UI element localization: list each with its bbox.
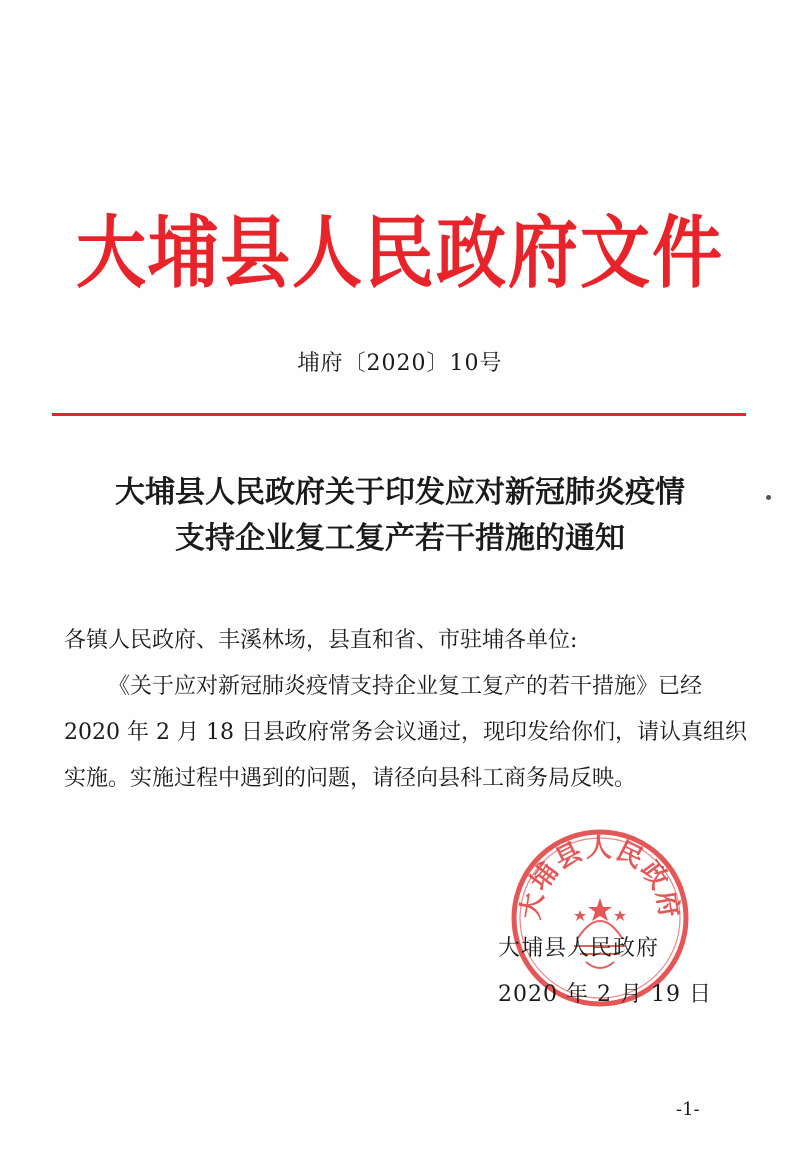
addressee-line: 各镇人民政府、丰溪林场，县直和省、市驻埔各单位: (64, 628, 578, 653)
seal-text: 大埔县人民政府 (515, 833, 685, 922)
body-paragraph: 《关于应对新冠肺炎疫情支持企业复工复产的若干措施》已经 2020 年 2 月 18 日县政府常务会议通过，现印发给你们，请认真组织实施。实施过程中遇到的问题，请径向县科工商务局反映。 (64, 674, 747, 791)
notice-title (0, 470, 800, 562)
issue-date: 2020 年 2 月 19 日 (498, 982, 712, 1007)
red-divider-line (52, 413, 746, 416)
notice-title-line-1: 大埔县人民政府关于印发应对新冠肺炎疫情 (115, 475, 685, 510)
issuer-name: 大埔县人民政府 (498, 936, 660, 961)
notice-title-line-2: 支持企业复工复产若干措施的通知 (175, 521, 625, 556)
signature-block (498, 926, 712, 1018)
notice-body (64, 618, 754, 802)
document-number: 埔府〔2020〕10号 (297, 351, 503, 376)
page-number: -1- (676, 1099, 700, 1120)
masthead-title: 大埔县人民政府文件 (76, 207, 724, 299)
